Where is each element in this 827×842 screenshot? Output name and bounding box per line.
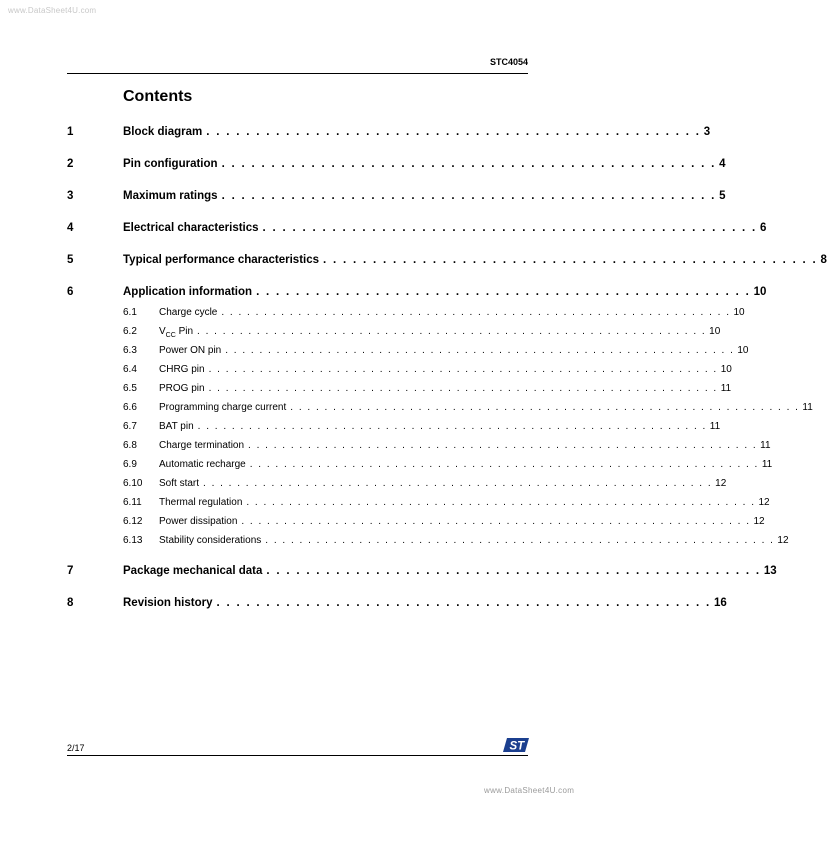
toc-entry-label: Electrical characteristics: [123, 222, 259, 234]
toc-entry-label: Typical performance characteristics: [123, 254, 320, 266]
vcc-main: V: [159, 326, 166, 337]
toc-subentry-number: 6.6: [123, 402, 137, 413]
toc-subentry-label: BAT pin: [159, 421, 194, 432]
dot-leader: . . . . . . . . . . . . . . . . . . . . . . . . . . . . . . . . . . . . . . . . . . . . . . . . . . . . . . . . . . . .: [248, 440, 758, 451]
vcc-rest: Pin: [175, 326, 194, 337]
watermark-top: www.DataSheet4U.com: [8, 6, 97, 15]
toc-subentry-6-1[interactable]: [67, 307, 745, 318]
dot-leader: . . . . . . . . . . . . . . . . . . . . . . . . . . . . . . . . . . . . . . . . . . . . . . . . . . . . . . . . . . . .: [203, 478, 713, 489]
toc-subentry-page: 10: [709, 326, 721, 337]
dot-leader: . . . . . . . . . . . . . . . . . . . . . . . . . . . . . . . . . . . . . . . . . . . . . . . . . . . . . . . . . . . .: [221, 307, 731, 318]
toc-subentry-number: 6.9: [123, 459, 137, 470]
toc-subentry-number: 6.10: [123, 478, 143, 489]
toc-entry-page: 3: [703, 126, 711, 138]
toc-subentry-page: 12: [715, 478, 727, 489]
toc-entry-number: 2: [67, 158, 74, 170]
toc-entry-page: 10: [753, 286, 767, 298]
toc-entry-label: Maximum ratings: [123, 190, 218, 202]
toc-subentry-label: Stability considerations: [159, 535, 262, 546]
page-number: 2/17: [67, 743, 85, 753]
st-logo-icon: [503, 737, 529, 753]
toc-subentry-page: 11: [709, 421, 721, 432]
toc-subentry-number: 6.12: [123, 516, 143, 527]
dot-leader: . . . . . . . . . . . . . . . . . . . . . . . . . . . . . . . . . . . . . . . . . . . . . . . . . . . . . . . . . . . .: [249, 459, 759, 470]
dot-leader: . . . . . . . . . . . . . . . . . . . . . . . . . . . . . . . . . . . . . . . . . . . . . . . . . . . . . . . . . . . .: [197, 421, 707, 432]
toc-entry-7[interactable]: [67, 565, 777, 577]
toc-subentry-label: CHRG pin: [159, 364, 205, 375]
toc-subentry-6-5[interactable]: [67, 383, 732, 394]
toc-subentry-label: Automatic recharge: [159, 459, 246, 470]
dot-leader: . . . . . . . . . . . . . . . . . . . . . . . . . . . . . . . . . . . . . . . . . . . . . . . . . .: [221, 158, 717, 170]
dot-leader: . . . . . . . . . . . . . . . . . . . . . . . . . . . . . . . . . . . . . . . . . . . . . . . . . . . . . . . . . . . .: [208, 383, 718, 394]
toc-entry-2[interactable]: [67, 158, 726, 170]
vcc-subscript: CC: [165, 332, 176, 339]
toc-entry-label: Revision history: [123, 597, 213, 609]
toc-entry-8[interactable]: [67, 597, 727, 609]
dot-leader: . . . . . . . . . . . . . . . . . . . . . . . . . . . . . . . . . . . . . . . . . . . . . . . . . . . . . . . . . . . .: [265, 535, 775, 546]
toc-subentry-number: 6.11: [123, 497, 142, 508]
toc-subentry-6-7[interactable]: [67, 421, 721, 432]
dot-leader: . . . . . . . . . . . . . . . . . . . . . . . . . . . . . . . . . . . . . . . . . . . . . . . . . .: [323, 254, 818, 266]
dot-leader: . . . . . . . . . . . . . . . . . . . . . . . . . . . . . . . . . . . . . . . . . . . . . . . . . .: [221, 190, 717, 202]
toc-subentry-label: Thermal regulation: [159, 497, 243, 508]
toc-subentry-page: 12: [777, 535, 789, 546]
toc-subentry-6-9[interactable]: [67, 459, 773, 470]
toc-subentry-6-11[interactable]: [67, 497, 770, 508]
toc-subentry-number: 6.13: [123, 535, 143, 546]
toc-entry-5[interactable]: [67, 254, 827, 266]
dot-leader: . . . . . . . . . . . . . . . . . . . . . . . . . . . . . . . . . . . . . . . . . . . . . . . . . . . . . . . . . . . .: [290, 402, 800, 413]
toc-subentry-number: 6.2: [123, 326, 137, 337]
toc-entry-page: 6: [760, 222, 767, 234]
toc-entry-label: Package mechanical data: [123, 565, 263, 577]
toc-subentry-label: Programming charge current: [159, 402, 287, 413]
toc-entry-number: 6: [67, 286, 74, 298]
toc-subentry-page: 12: [758, 497, 770, 508]
toc-entry-number: 3: [67, 190, 74, 202]
toc-entry-label: Block diagram: [123, 126, 203, 138]
toc-entry-number: 7: [67, 565, 74, 577]
toc-entry-number: 8: [67, 597, 74, 609]
dot-leader: . . . . . . . . . . . . . . . . . . . . . . . . . . . . . . . . . . . . . . . . . . . . . . . . . . . . . . . . . . . .: [208, 364, 718, 375]
contents-heading: Contents: [123, 88, 193, 105]
toc-subentry-label: Power dissipation: [159, 516, 238, 527]
toc-subentry-label: Soft start: [159, 478, 200, 489]
toc-subentry-label: Charge termination: [159, 440, 245, 451]
toc-subentry-label: Charge cycle: [159, 307, 218, 318]
toc-entry-number: 1: [67, 126, 74, 138]
toc-subentry-number: 6.1: [123, 307, 137, 318]
svg-text:ST: ST: [509, 740, 525, 753]
dot-leader: . . . . . . . . . . . . . . . . . . . . . . . . . . . . . . . . . . . . . . . . . . . . . . . . . .: [262, 222, 758, 234]
toc-subentry-number: 6.4: [123, 364, 137, 375]
toc-entry-4[interactable]: [67, 222, 767, 234]
toc-subentry-page: 10: [737, 345, 749, 356]
toc-subentry-page: 11: [760, 440, 771, 451]
toc-subentry-number: 6.3: [123, 345, 137, 356]
toc-subentry-6-4[interactable]: [67, 364, 732, 375]
toc-entry-3[interactable]: [67, 190, 726, 202]
toc-subentry-page: 12: [753, 516, 765, 527]
toc-entry-label: Pin configuration: [123, 158, 218, 170]
toc-subentry-label: [159, 326, 197, 339]
toc-subentry-page: 11: [720, 383, 732, 394]
toc-entry-page: 16: [713, 597, 727, 609]
toc-subentry-page: 11: [761, 459, 773, 470]
toc-entry-page: 4: [719, 158, 726, 170]
dot-leader: . . . . . . . . . . . . . . . . . . . . . . . . . . . . . . . . . . . . . . . . . . . . . . . . . . . . . . . . . . . .: [246, 497, 756, 508]
dot-leader: . . . . . . . . . . . . . . . . . . . . . . . . . . . . . . . . . . . . . . . . . . . . . . . . . . . . . . . . . . . .: [241, 516, 751, 527]
toc-subentry-6-3[interactable]: [67, 345, 749, 356]
dot-leader: . . . . . . . . . . . . . . . . . . . . . . . . . . . . . . . . . . . . . . . . . . . . . . . . . .: [266, 565, 761, 577]
header-rule: [67, 73, 528, 74]
toc-entry-6[interactable]: [67, 286, 767, 298]
toc-entry-1[interactable]: [67, 126, 711, 138]
document-title: STC4054: [489, 57, 528, 67]
toc-subentry-page: 10: [733, 307, 745, 318]
toc-subentry-6-8[interactable]: [67, 440, 771, 451]
toc-subentry-6-12[interactable]: [67, 516, 765, 527]
toc-entry-number: 5: [67, 254, 74, 266]
toc-subentry-page: 10: [720, 364, 732, 375]
dot-leader: . . . . . . . . . . . . . . . . . . . . . . . . . . . . . . . . . . . . . . . . . . . . . . . . . .: [216, 597, 711, 609]
toc-entry-page: 13: [763, 565, 777, 577]
toc-subentry-6-10[interactable]: [67, 478, 727, 489]
toc-subentry-6-13[interactable]: [67, 535, 789, 546]
toc-entry-page: 8: [820, 254, 827, 266]
toc-subentry-number: 6.8: [123, 440, 137, 451]
toc-entry-page: 5: [719, 190, 726, 202]
toc-subentry-number: 6.5: [123, 383, 137, 394]
footer-rule: [67, 755, 528, 756]
dot-leader: . . . . . . . . . . . . . . . . . . . . . . . . . . . . . . . . . . . . . . . . . . . . . . . . . . . . . . . . . . . .: [225, 345, 735, 356]
dot-leader: . . . . . . . . . . . . . . . . . . . . . . . . . . . . . . . . . . . . . . . . . . . . . . . . . .: [206, 126, 701, 138]
toc-entry-label: Application information: [123, 286, 253, 298]
watermark-bottom: www.DataSheet4U.com: [484, 786, 575, 795]
toc-subentry-label: PROG pin: [159, 383, 205, 394]
dot-leader: . . . . . . . . . . . . . . . . . . . . . . . . . . . . . . . . . . . . . . . . . . . . . . . . . . . . . . . . . . . .: [197, 326, 707, 337]
toc-subentry-label: Power ON pin: [159, 345, 222, 356]
toc-entry-number: 4: [67, 222, 74, 234]
toc-subentry-6-6[interactable]: [67, 402, 813, 413]
toc-subentry-6-2[interactable]: [67, 326, 721, 339]
toc-subentry-page: 11: [802, 402, 813, 413]
dot-leader: . . . . . . . . . . . . . . . . . . . . . . . . . . . . . . . . . . . . . . . . . . . . . . . . . .: [256, 286, 751, 298]
toc-subentry-number: 6.7: [123, 421, 137, 432]
